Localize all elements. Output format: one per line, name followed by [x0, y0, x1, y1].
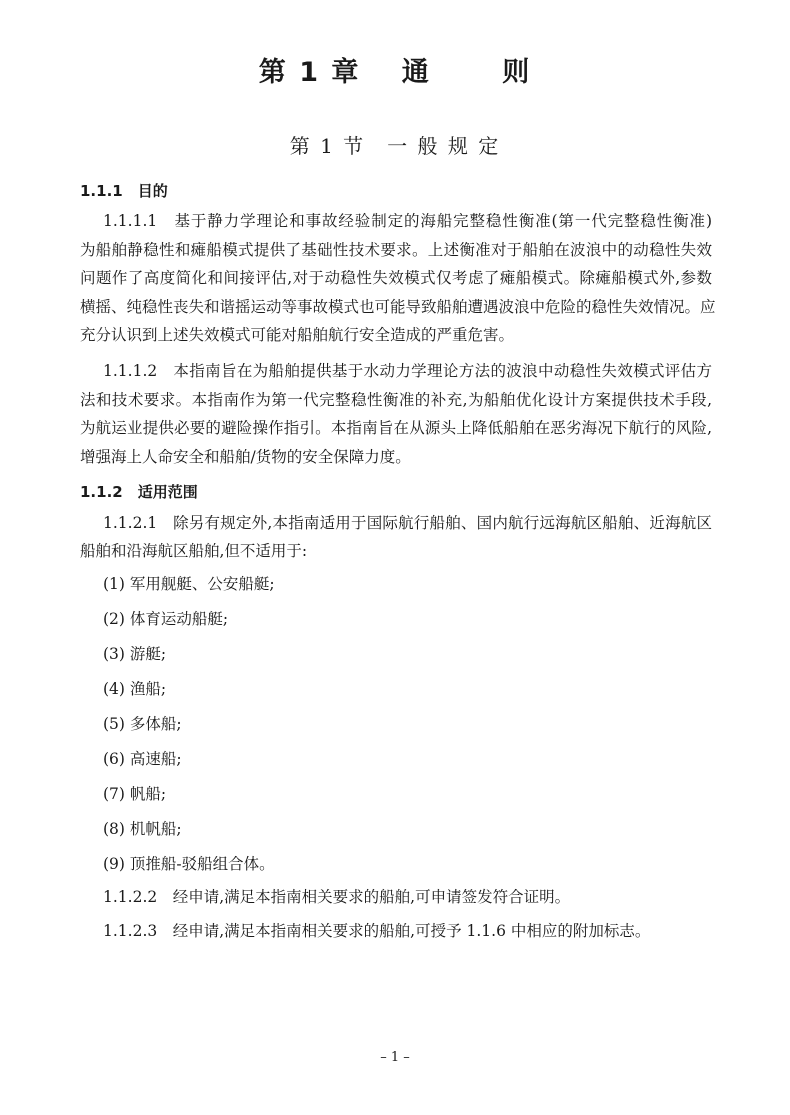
list-item: (2) 体育运动船艇;	[103, 610, 229, 628]
list-item: (9) 顶推船-驳船组合体。	[103, 855, 275, 873]
list-item: (6) 高速船;	[103, 750, 182, 768]
list-item: (1) 军用舰艇、公安船艇;	[103, 575, 275, 593]
chapter-number: 第 1 章	[258, 57, 361, 88]
text-line: 法和技术要求。本指南作为第一代完整稳性衡准的补充,为船舶优化设计方案提供技术手段,	[80, 390, 712, 409]
chapter-title-part2: 则	[502, 57, 532, 88]
text-line: 充分认识到上述失效模式可能对船舶航行安全造成的严重危害。	[80, 326, 515, 345]
text-line: 问题作了高度简化和间接评估,对于动稳性失效模式仅考虑了瘫船模式。除瘫船模式外,参数	[80, 269, 712, 288]
page-number: – 1 –	[380, 1050, 410, 1065]
chapter-title-part1: 通	[401, 57, 431, 88]
heading-1-1-2: 1.1.2 适用范围	[80, 483, 198, 501]
section-title: 第 1 节 一 般 规 定	[289, 134, 501, 158]
text-line: 1.1.1.1 基于静力学理论和事故经验制定的海船完整稳性衡准(第一代完整稳性衡准)	[103, 212, 712, 230]
text-line: 为航运业提供必要的避险操作指引。本指南旨在从源头上降低船舶在恶劣海况下航行的风险,	[80, 419, 712, 438]
list-item: (7) 帆船;	[103, 785, 167, 803]
list-item: (8) 机帆船;	[103, 820, 182, 838]
chapter-title	[0, 50, 790, 89]
text-line: 增强海上人命安全和船舶/货物的安全保障力度。	[80, 447, 411, 466]
heading-1-1-1: 1.1.1 目的	[80, 182, 168, 200]
text-line: 1.1.1.2 本指南旨在为船舶提供基于水动力学理论方法的波浪中动稳性失效模式评估方	[103, 362, 712, 380]
list-item: (3) 游艇;	[103, 645, 167, 663]
list-item: (4) 渔船;	[103, 680, 167, 698]
text-line: 横摇、纯稳性丧失和谐摇运动等事故模式也可能导致船舶遭遇波浪中危险的稳性失效情况。应	[80, 297, 716, 316]
list-item: (5) 多体船;	[103, 715, 182, 733]
paragraph-1-1-2-3: 1.1.2.3 经申请,满足本指南相关要求的船舶,可授予 1.1.6 中相应的附加标志。	[103, 922, 651, 940]
text-line: 1.1.2.1 除另有规定外,本指南适用于国际航行船舶、国内航行远海航区船舶、近海航区	[103, 514, 712, 532]
paragraph-1-1-2-2: 1.1.2.2 经申请,满足本指南相关要求的船舶,可申请签发符合证明。	[103, 888, 571, 906]
text-line: 为船舶静稳性和瘫船模式提供了基础性技术要求。上述衡准对于船舶在波浪中的动稳性失效	[80, 240, 712, 259]
text-line: 船舶和沿海航区船舶,但不适用于:	[80, 542, 308, 560]
